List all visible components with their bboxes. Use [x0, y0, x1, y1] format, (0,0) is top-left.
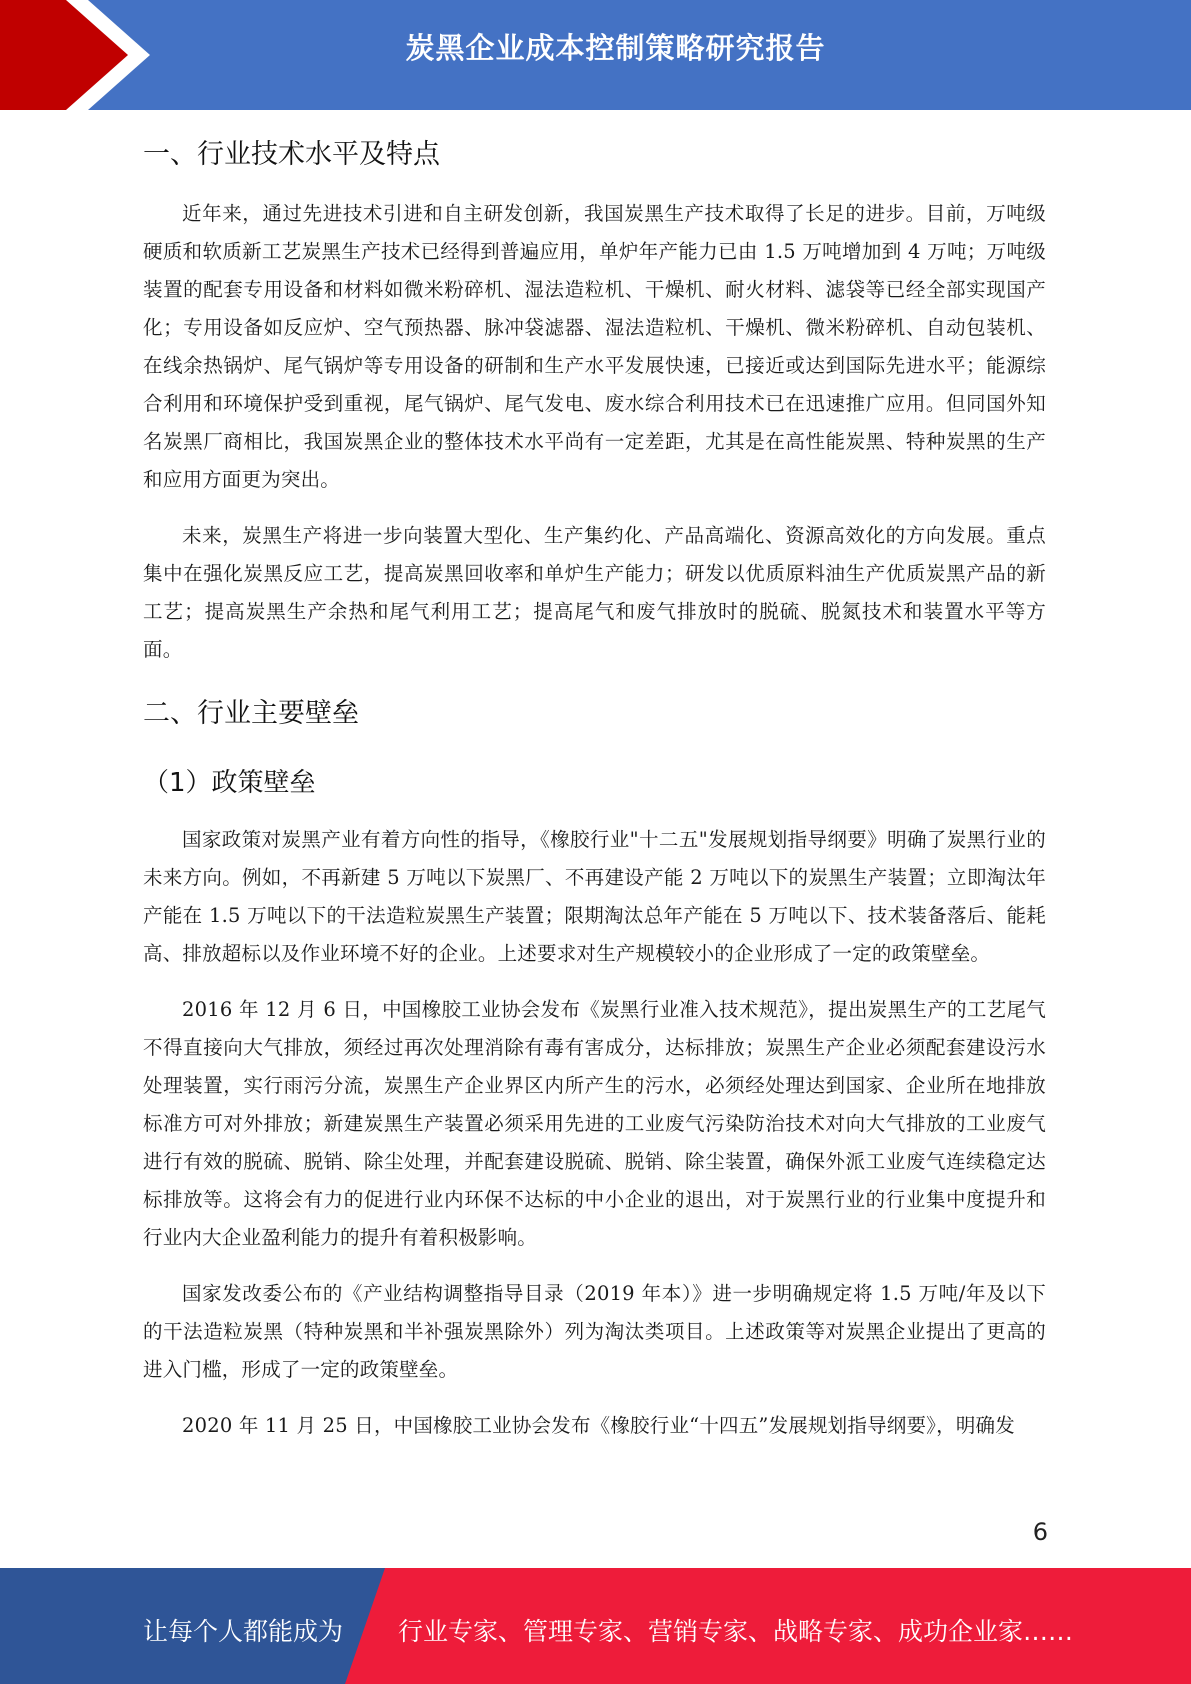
paragraph: 近年来，通过先进技术引进和自主研发创新，我国炭黑生产技术取得了长足的进步。目前，万吨级硬质和软质新工艺炭黑生产技术已经得到普遍应用，单炉年产能力已由 1.5 万吨增加到 4 万吨；万吨级装置的配套专用设备和材料如微米粉碎机、湿法造粒机、干燥机、耐火材料、滤袋等已经全部实现国产化；专用设备如反应炉、空气预热器、脉冲袋滤器、湿法造粒机、干燥机、微米粉碎机、自动包装机、在线余热锅炉、尾气锅炉等专用设备的研制和生产水平发展快速，已接近或达到国际先进水平；能源综合利用和环境保护受到重视，尾气锅炉、尾气发电、废水综合利用技术已在迅速推广应用。但同国外知名炭黑厂商相比，我国炭黑企业的整体技术水平尚有一定差距，尤其是在高性能炭黑、特种炭黑的生产和应用方面更为突出。 — [143, 202, 1046, 491]
footer-slogan-right: 行业专家、管理专家、营销专家、战略专家、成功企业家…… — [398, 1617, 1074, 1646]
paragraph: 2016 年 12 月 6 日，中国橡胶工业协会发布《炭黑行业准入技术规范》，提出炭黑生产的工艺尾气不得直接向大气排放，须经过再次处理消除有毒有害成分，达标排放；炭黑生产企业必须配套建设污水处理装置，实行雨污分流，炭黑生产企业界区内所产生的污水，必须经处理达到国家、企业所在地排放标准方可对外排放；新建炭黑生产装置必须采用先进的工业废气污染防治技术对向大气排放的工业废气进行有效的脱硫、脱销、除尘处理，并配套建设脱硫、脱销、除尘装置，确保外派工业废气连续稳定达标排放等。这将会有力的促进行业内环保不达标的中小企业的退出，对于炭黑行业的行业集中度提升和行业内大企业盈利能力的提升有着积极影响。 — [143, 998, 1046, 1249]
paragraph: 国家政策对炭黑产业有着方向性的指导，《橡胶行业"十二五"发展规划指导纲要》明确了炭黑行业的未来方向。例如，不再新建 5 万吨以下炭黑厂、不再建设产能 2 万吨以下的炭黑生产装置；立即淘汰年产能在 1.5 万吨以下的干法造粒炭黑生产装置；限期淘汰总年产能在 5 万吨以下、技术装备落后、能耗高、排放超标以及作业环境不好的企业。上述要求对生产规模较小的企业形成了一定的政策壁垒。 — [143, 828, 1046, 965]
paragraph: 2020 年 11 月 25 日，中国橡胶工业协会发布《橡胶行业“十四五”发展规划指导纲要》，明确发 — [182, 1414, 1015, 1437]
page-number: 6 — [1032, 1518, 1048, 1546]
document-title: 炭黑企业成本控制策略研究报告 — [405, 31, 826, 65]
paragraph: 国家发改委公布的《产业结构调整指导目录（2019 年本）》进一步明确规定将 1.5 万吨/年及以下的干法造粒炭黑（特种炭黑和半补强炭黑除外）列为淘汰类项目。上述政策等对炭黑企业提出了更高的进入门槛，形成了一定的政策壁垒。 — [143, 1282, 1046, 1381]
document-body — [143, 110, 1046, 1445]
footer-banner — [0, 1568, 1191, 1684]
subsection-heading: （1）政策壁垒 — [143, 768, 316, 798]
section-heading-2: 二、行业主要壁垒 — [143, 698, 359, 729]
paragraph: 未来，炭黑生产将进一步向装置大型化、生产集约化、产品高端化、资源高效化的方向发展。重点集中在强化炭黑反应工艺，提高炭黑回收率和单炉生产能力；研发以优质原料油生产优质炭黑产品的新工艺；提高炭黑生产余热和尾气利用工艺；提高尾气和废气排放时的脱硫、脱氮技术和装置水平等方面。 — [143, 524, 1046, 661]
footer-slogan-left: 让每个人都能成为 — [143, 1617, 344, 1646]
header-bar — [0, 0, 1191, 110]
section-heading-1: 一、行业技术水平及特点 — [143, 139, 440, 170]
